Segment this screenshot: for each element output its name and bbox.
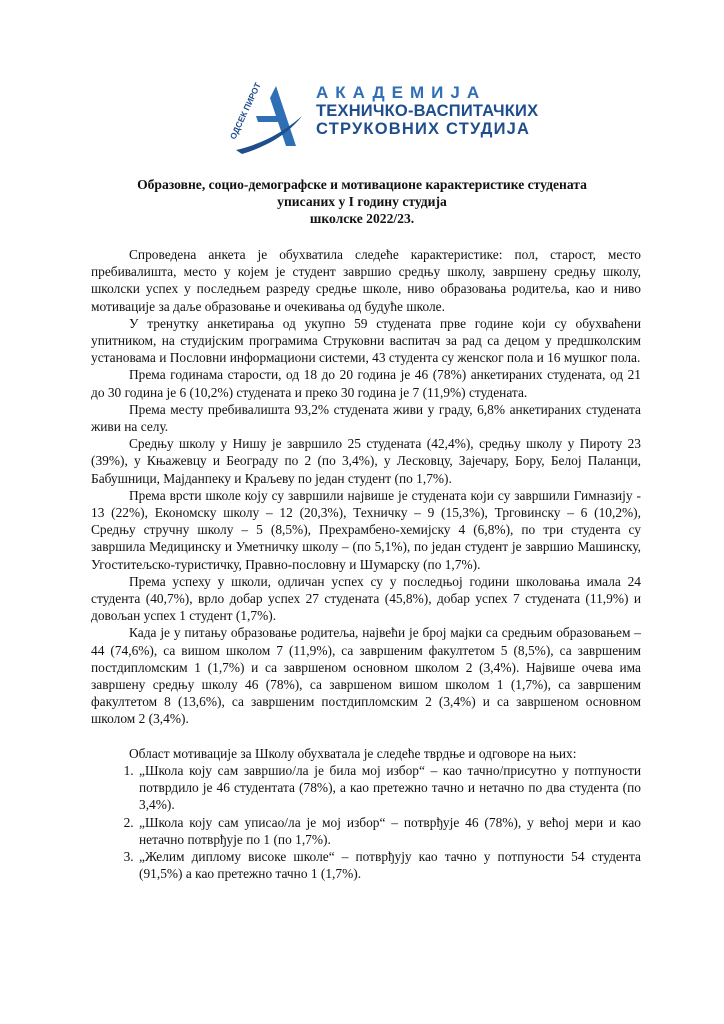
- title-line-1: Образовне, социо-демографске и мотивационе карактеристике студената: [137, 177, 587, 192]
- document-body: [91, 246, 641, 882]
- logo-vertical-text: ОДСЕК ПИРОТ: [227, 80, 263, 141]
- logo-line-1: АКАДЕМИЈА: [316, 83, 487, 102]
- logo-line-2: ТЕХНИЧКО-ВАСПИТАЧКИХ: [316, 102, 539, 120]
- motivation-list: [91, 762, 641, 882]
- paragraph-school-type: Према врсти школе коју су завршили највише је студената који су завршили Гимназију - 13 (22%), Економску школу – 12 (20,3%), Техничку – 9 (15,3%), Трговинску – 6 (10,2%), Средњу стручну школу – 5 (8,5%), Прехрамбено-хемијску 4 (6,8%), по три студента су завршила Медицинску и Уметничку школу – (по 5,1%), по један студент је завршио Машинску, Угоститељско-туристичку, Правно-пословну и Шумарску (по 1,7%).: [91, 487, 641, 572]
- motivation-intro: Област мотивације за Школу обухватала је следеће тврдње и одговоре на њих:: [129, 745, 577, 761]
- paragraph-age: Према годинама старости, од 18 до 20 година је 46 (78%) анкетираних студената, од 21 до 30 година је 6 (10,2%) студената и преко 30 година је 7 (11,9%) студената.: [91, 367, 641, 400]
- paragraph-gender: У тренутку анкетирања од укупно 59 студената прве године који су обухваћени упитником, на студијским програмима Струковни васпитач за рад са децом у предшколским установама и Пословни информациони системи, 43 студента су женског пола и 16 мушког пола.: [91, 315, 641, 366]
- logo-wordmark: [316, 84, 538, 138]
- paragraph-school-location: Средњу школу у Нишу је завршило 25 студената (42,4%), средњу школу у Пироту 23 (39%), у Књажевцу и Београду по 2 (по 3,4%), у Лесковцу, Зајечару, Бору, Белој Паланци, Бабушници, Мајданпеку и Краљеву по један студент (по 1,7%).: [91, 436, 641, 486]
- list-item: 3. „Желим диплому високе школе“ – потврђују као тачно у потпуности 54 студента (91,5%) а као претежно тачно 1 (1,7%).: [137, 848, 641, 882]
- logo-emblem-icon: [227, 80, 322, 154]
- paragraph-survey-scope: Спроведена анкета је обухватила следеће карактеристике: пол, старост, место пребивалишта, место у којем је студент завршио средњу школу, завршену средњу школу, школски успех у последњем разреду средње школе, ниво образовања родитеља, као и ниво мотивације за даље образовање и очекивања од будуће школе.: [91, 247, 641, 314]
- logo-line-3: СТРУКОВНИХ СТУДИЈА: [316, 120, 531, 138]
- paragraph-parent-education: Када је у питању образовање родитеља, највећи је број мајки са средњим образовањем – 44 (74,6%), са вишом школом 7 (11,9%), са завршеним факултетом 5 (8,5%), са завршеним постдипломским 1 (1,7%) и са завршеном основном школом 2 (3,4%). Највише очева има завршену средњу школу 46 (78%), са завршеном вишом школом 1 (1,7%), са завршеним факултетом 8 (13,6%), са завршеним постдипломским 2 (3,4%) и са завршеном основном школом 2 (3,4%).: [91, 625, 641, 727]
- paragraph-school-success: Према успеху у школи, одличан успех су у последњој години школовања имала 24 студента (40,7%), врло добар успех 27 студената (45,8%), добар успех 7 студената (11,9%) и довољан успех 1 студент (1,7%).: [91, 573, 641, 624]
- list-item: 2. „Школа коју сам уписао/ла је мој избор“ – потврђује 46 (78%), у већој мери и као нетачно потврђује по 1 (по 1,7%).: [137, 814, 641, 848]
- title-line-2: уписаних у I годину студија: [277, 194, 447, 209]
- document-title: [0, 176, 724, 227]
- paragraph-residence: Према месту пребивалишта 93,2% студената живи у граду, 6,8% анкетираних студената живи на селу.: [91, 401, 641, 435]
- title-line-3: школске 2022/23.: [309, 211, 415, 226]
- list-item: 1. „Школа коју сам завршио/ла је била мој избор“ – као тачно/присутно у потпуности потврдило је 46 студентата (78%), а као претежно тачно и нетачно по два студента (по 3,4%).: [137, 762, 641, 814]
